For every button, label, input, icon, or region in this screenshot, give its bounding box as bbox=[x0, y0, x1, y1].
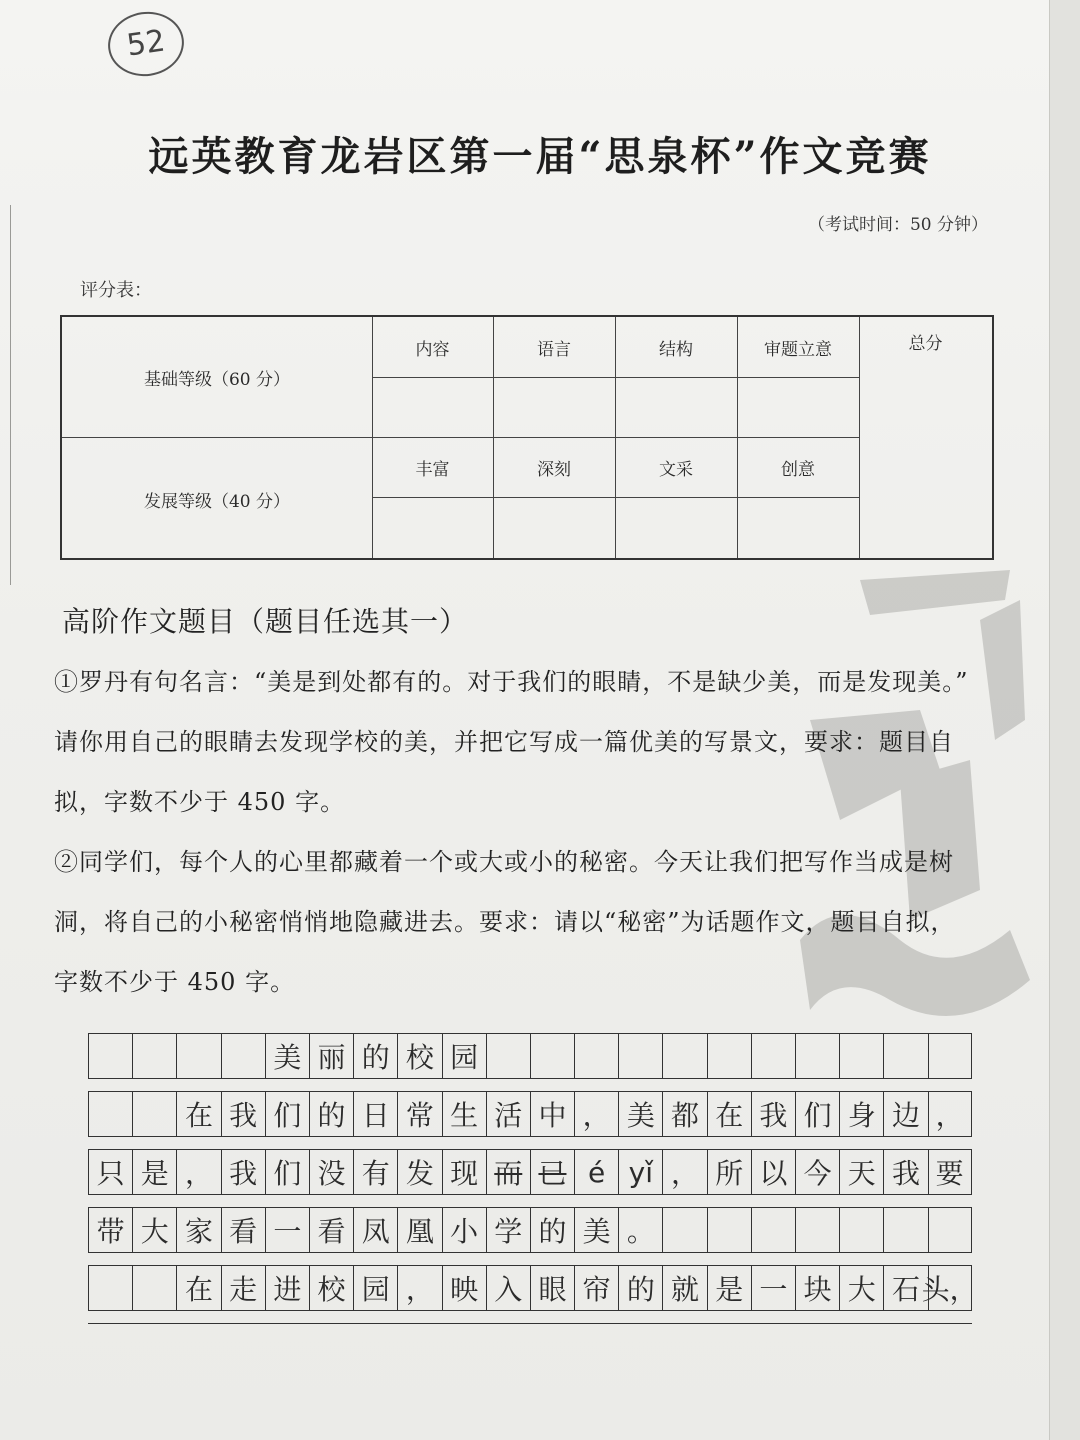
essay-cell: 以 bbox=[751, 1149, 795, 1195]
prompt-line: ②同学们，每个人的心里都藏着一个或大或小的秘密。今天让我们把写作当成是树 bbox=[54, 848, 954, 876]
essay-cell: 凰 bbox=[397, 1207, 441, 1253]
essay-cell: 看 bbox=[221, 1207, 265, 1253]
essay-cell: ， bbox=[574, 1091, 618, 1137]
essay-row bbox=[88, 1033, 972, 1091]
essay-cell: 看 bbox=[309, 1207, 353, 1253]
essay-cell: 的 bbox=[530, 1207, 574, 1253]
essay-cell: 我 bbox=[883, 1149, 927, 1195]
essay-cell: 只 bbox=[88, 1149, 132, 1195]
essay-cell: 常 bbox=[397, 1091, 441, 1137]
essay-cell: 头， bbox=[928, 1265, 972, 1311]
essay-cell: 丽 bbox=[309, 1033, 353, 1079]
column-profound: 深刻 bbox=[537, 459, 571, 480]
prompt-line: 请你用自己的眼睛去发现学校的美，并把它写成一篇优美的写景文，要求：题目自 bbox=[54, 728, 954, 756]
score-table-label: 评分表： bbox=[80, 280, 152, 301]
essay-cell: 今 bbox=[795, 1149, 839, 1195]
essay-cell: 要 bbox=[928, 1149, 972, 1195]
essay-cell bbox=[707, 1033, 751, 1079]
prompt-line: 字数不少于 450 字。 bbox=[54, 968, 296, 996]
essay-cell: 生 bbox=[442, 1091, 486, 1137]
essay-cell: 园 bbox=[442, 1033, 486, 1079]
essay-cell bbox=[662, 1207, 706, 1253]
essay-cell: 入 bbox=[486, 1265, 530, 1311]
essay-cell: 大 bbox=[132, 1207, 176, 1253]
essay-cell: 的 bbox=[309, 1091, 353, 1137]
essay-cell: 有 bbox=[353, 1149, 397, 1195]
essay-cell: 一 bbox=[265, 1207, 309, 1253]
essay-cell: 走 bbox=[221, 1265, 265, 1311]
essay-cell: 是 bbox=[707, 1265, 751, 1311]
essay-cell bbox=[883, 1207, 927, 1253]
essay-cell: 没 bbox=[309, 1149, 353, 1195]
essay-cell: 们 bbox=[795, 1091, 839, 1137]
essay-cell: 家 bbox=[176, 1207, 220, 1253]
essay-cell bbox=[132, 1265, 176, 1311]
essay-cell: 们 bbox=[265, 1091, 309, 1137]
essay-cell: 美 bbox=[265, 1033, 309, 1079]
essay-cell: 们 bbox=[265, 1149, 309, 1195]
essay-cell: 边 bbox=[883, 1091, 927, 1137]
essay-cell: 帘 bbox=[574, 1265, 618, 1311]
essay-cell bbox=[574, 1033, 618, 1079]
essay-cell: 映 bbox=[442, 1265, 486, 1311]
essay-cell: 活 bbox=[486, 1091, 530, 1137]
column-literary: 文采 bbox=[659, 459, 693, 480]
column-creativity: 创意 bbox=[781, 459, 815, 480]
essay-cell: 一 bbox=[751, 1265, 795, 1311]
essay-cell: 石 bbox=[883, 1265, 927, 1311]
essay-cell bbox=[839, 1033, 883, 1079]
essay-cell: 在 bbox=[707, 1091, 751, 1137]
essay-cell bbox=[662, 1033, 706, 1079]
essay-cell bbox=[707, 1207, 751, 1253]
score-table bbox=[60, 315, 994, 560]
essay-cell bbox=[530, 1033, 574, 1079]
essay-cell: 园 bbox=[353, 1265, 397, 1311]
essay-cell bbox=[928, 1207, 972, 1253]
essay-cell: 的 bbox=[353, 1033, 397, 1079]
essay-cell: é bbox=[574, 1149, 618, 1195]
essay-cell bbox=[928, 1033, 972, 1079]
column-structure: 结构 bbox=[659, 339, 693, 360]
exam-time: （考试时间：50 分钟） bbox=[807, 215, 988, 235]
column-rich: 丰富 bbox=[415, 459, 450, 480]
essay-cell: 在 bbox=[176, 1265, 220, 1311]
essay-cell bbox=[88, 1091, 132, 1137]
essay-cell: 大 bbox=[839, 1265, 883, 1311]
essay-cell: 校 bbox=[397, 1033, 441, 1079]
essay-cell bbox=[751, 1033, 795, 1079]
essay-cell: 块 bbox=[795, 1265, 839, 1311]
essay-cell: 凤 bbox=[353, 1207, 397, 1253]
essay-cell: ， bbox=[928, 1091, 972, 1137]
prompt-line: 拟，字数不少于 450 字。 bbox=[54, 788, 346, 816]
essay-cell: ， bbox=[176, 1149, 220, 1195]
essay-cell: 小 bbox=[442, 1207, 486, 1253]
essay-cell bbox=[618, 1033, 662, 1079]
basic-level-label: 基础等级（60 分） bbox=[143, 369, 291, 390]
essay-cell: ， bbox=[662, 1149, 706, 1195]
essay-cell bbox=[221, 1033, 265, 1079]
prompt-line: ①罗丹有句名言：“美是到处都有的。对于我们的眼睛，不是缺少美，而是发现美。” bbox=[54, 668, 969, 696]
essay-cell: 都 bbox=[662, 1091, 706, 1137]
prompt-heading: 高阶作文题目（题目任选其一） bbox=[62, 605, 469, 638]
essay-row bbox=[88, 1149, 972, 1207]
essay-cell bbox=[795, 1207, 839, 1253]
essay-cell bbox=[88, 1265, 132, 1311]
essay-cell bbox=[486, 1033, 530, 1079]
column-language: 语言 bbox=[537, 339, 571, 360]
essay-cell: 而 bbox=[486, 1149, 530, 1195]
prompt-line: 洞，将自己的小秘密悄悄地隐藏进去。要求：请以“秘密”为话题作文，题目自拟， bbox=[54, 908, 956, 936]
essay-cell: 天 bbox=[839, 1149, 883, 1195]
essay-cell: 我 bbox=[221, 1091, 265, 1137]
essay-cell: 校 bbox=[309, 1265, 353, 1311]
essay-cell: 我 bbox=[221, 1149, 265, 1195]
essay-cell bbox=[132, 1091, 176, 1137]
essay-cell: 是 bbox=[132, 1149, 176, 1195]
essay-cell bbox=[839, 1207, 883, 1253]
essay-cell bbox=[751, 1207, 795, 1253]
essay-cell bbox=[795, 1033, 839, 1079]
essay-cell: 美 bbox=[618, 1091, 662, 1137]
essay-row bbox=[88, 1207, 972, 1265]
essay-cell: 。 bbox=[618, 1207, 662, 1253]
essay-cell bbox=[132, 1033, 176, 1079]
development-level-label: 发展等级（40 分） bbox=[143, 492, 291, 512]
essay-cell: 学 bbox=[486, 1207, 530, 1253]
essay-grid bbox=[88, 1033, 978, 1323]
essay-cell bbox=[176, 1033, 220, 1079]
essay-cell: 美 bbox=[574, 1207, 618, 1253]
essay-cell: 的 bbox=[618, 1265, 662, 1311]
essay-cell: ， bbox=[397, 1265, 441, 1311]
essay-row bbox=[88, 1265, 978, 1323]
essay-cell bbox=[883, 1033, 927, 1079]
column-theme: 审题立意 bbox=[764, 339, 832, 360]
essay-cell: 发 bbox=[397, 1149, 441, 1195]
column-total: 总分 bbox=[908, 333, 943, 354]
essay-cell: 所 bbox=[707, 1149, 751, 1195]
essay-cell: 已 bbox=[530, 1149, 574, 1195]
calligraphy-watermark bbox=[780, 560, 1060, 1080]
essay-cell: 带 bbox=[88, 1207, 132, 1253]
page-title: 远英教育龙岩区第一届“思泉杯”作文竞赛 bbox=[148, 133, 932, 180]
margin-line bbox=[10, 205, 11, 585]
essay-cell bbox=[88, 1033, 132, 1079]
essay-row bbox=[88, 1091, 972, 1149]
essay-cell: 中 bbox=[530, 1091, 574, 1137]
essay-cell: 就 bbox=[662, 1265, 706, 1311]
essay-cell: 我 bbox=[751, 1091, 795, 1137]
page-number: 52 bbox=[104, 7, 188, 81]
essay-cell: 眼 bbox=[530, 1265, 574, 1311]
essay-cell: 进 bbox=[265, 1265, 309, 1311]
essay-cell: 身 bbox=[839, 1091, 883, 1137]
essay-cell: 现 bbox=[442, 1149, 486, 1195]
column-content: 内容 bbox=[415, 339, 450, 360]
essay-cell: 日 bbox=[353, 1091, 397, 1137]
essay-cell: 在 bbox=[176, 1091, 220, 1137]
essay-cell: yǐ bbox=[618, 1149, 662, 1195]
